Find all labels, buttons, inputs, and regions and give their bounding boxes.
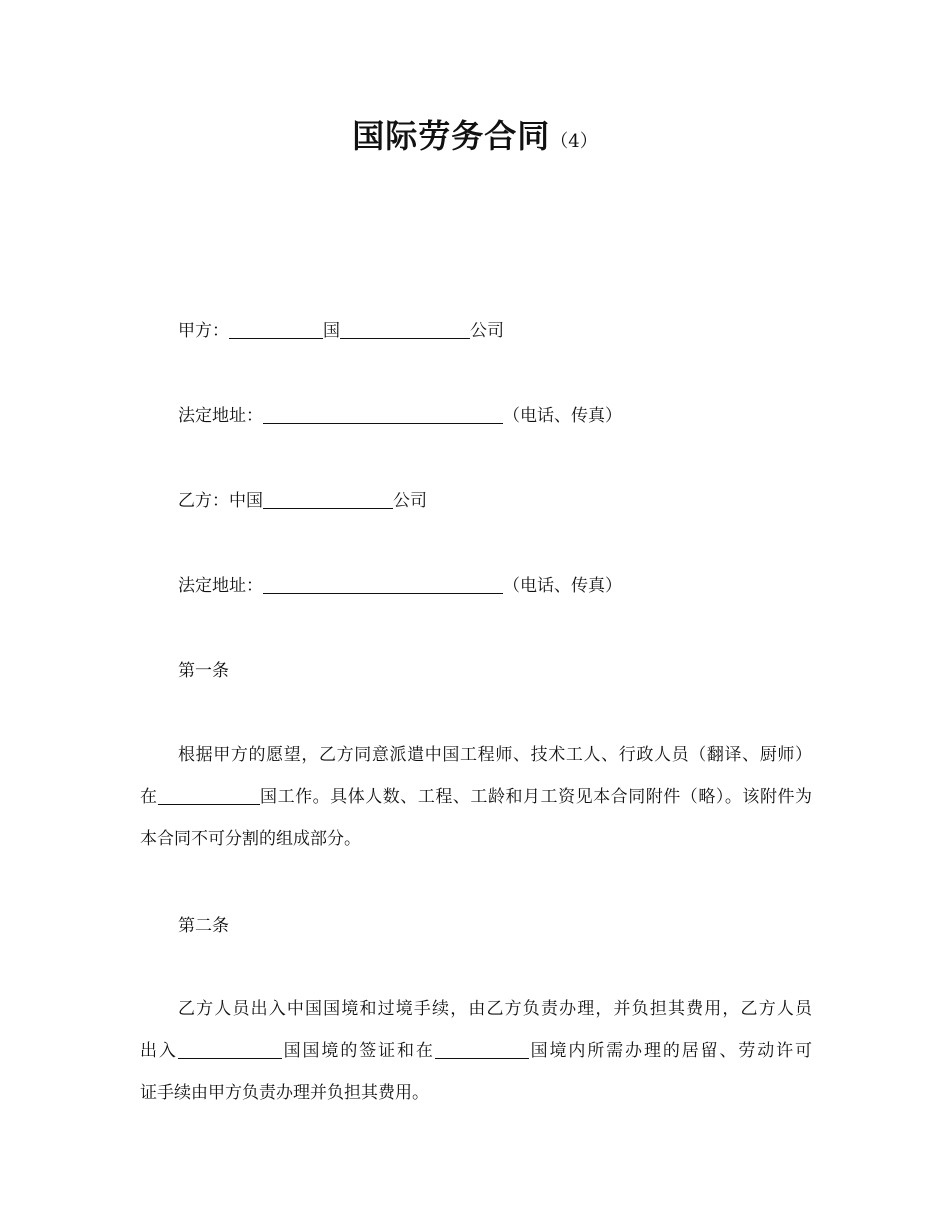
party-b-address-line [140,575,850,597]
party-b-label: 乙方：中国 [178,491,263,511]
article-2-country-blank-2 [435,1041,529,1059]
article-1-heading: 第一条 [178,661,229,681]
article-1-line-2-prefix: 在 [140,787,158,807]
title-text: 国际劳务合同 [352,117,551,155]
article-2-line-2 [140,1030,812,1072]
article-2-line-1: 乙方人员出入中国国境和过境手续，由乙方负责办理，并负担其费用，乙方人员 [178,999,812,1019]
party-a-address-label: 法定地址： [178,406,263,426]
party-b-address-label: 法定地址： [178,576,263,596]
party-b-company-blank [263,491,393,509]
article-1-line-2-suffix: 国工作。具体人数、工程、工龄和月工资见本合同附件（略）。该附件为 [259,787,812,807]
party-a-address-line [140,405,850,427]
document-title [0,112,950,166]
article-2-line-3: 证手续由甲方负责办理并负担其费用。 [140,1083,429,1103]
article-1-line-1: 根据甲方的愿望，乙方同意派遣中国工程师、技术工人、行政人员（翻译、厨师） [178,745,812,765]
article-2-body [140,988,812,1114]
article-1-body [140,734,812,860]
article-2-line-2-middle: 国国境的签证和在 [281,1041,435,1061]
article-2-country-blank-1 [178,1041,282,1059]
party-a-company-blank [340,321,470,339]
title-suffix: （4） [550,131,598,152]
article-1-line-3: 本合同不可分割的组成部分。 [140,829,361,849]
article-1-line-2 [140,776,812,818]
article-2-heading: 第二条 [178,916,229,936]
party-b-address-blank [263,576,503,594]
party-a-line [140,320,850,342]
party-a-country-blank [229,321,323,339]
article-2-line-2-prefix: 出入 [140,1041,178,1061]
article-2-line-2-suffix: 国境内所需办理的居留、劳动许可 [528,1041,813,1061]
party-b-contact-note: （电话、传真） [503,576,622,596]
party-a-company-suffix: 公司 [470,321,504,341]
party-a-address-blank [263,406,503,424]
party-b-company-suffix: 公司 [393,491,427,511]
article-1-country-blank [158,787,260,805]
party-a-country-suffix: 国 [323,321,340,341]
party-a-contact-note: （电话、传真） [503,406,622,426]
party-a-label: 甲方： [178,321,229,341]
party-b-line [140,490,850,512]
